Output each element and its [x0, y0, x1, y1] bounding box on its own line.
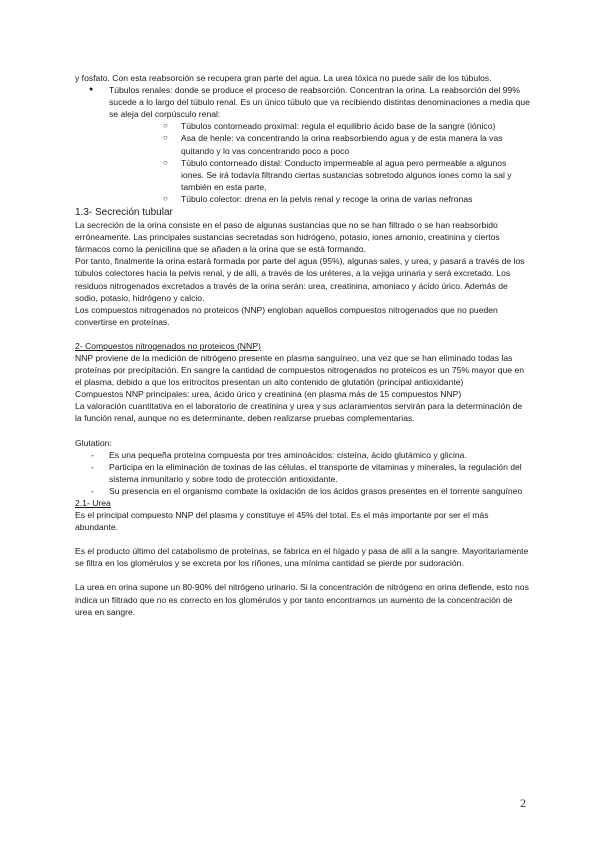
paragraph: La urea en orina supone un 80-90% del nitrógeno urinario. Si la concentración de nitrógeno en orina defiende, esto nos indica un filtrado que no es correcto en los glomérulos y por tanto encontramos un aumento de la concentración de urea en sangre.: [75, 582, 529, 617]
heading-secrecion-tubular: 1.3- Secreción tubular: [75, 207, 173, 219]
heading-urea: 2.1- Urea: [75, 498, 111, 508]
glutation-list: [75, 449, 530, 497]
tubulos-text: Túbulos renales: donde se produce el proceso de reabsorción. Concentran la orina. La reabsorción del 99% sucede a lo largo del túbulo renal. Es un único túbulo que va recibiendo distintas denominaciones a media que se aleja del corpúsculo renal:: [109, 85, 530, 120]
page-content: [75, 72, 530, 618]
paragraph: Es el producto último del catabolismo de proteínas, se fabrica en el hígado y pasa de allí a la sangre. Mayoritariamente se filtra en los glomérulos y se excreta por los riñones, una mínima cantidad se pierde por sudoración.: [75, 546, 529, 569]
dash-item: - Es una pequeña proteína compuesta por tres aminoácidos: cisteína, ácido glutámico y glicina.: [75, 449, 530, 461]
tubulos-sublist: [109, 120, 530, 205]
paragraph: La valoración cuantitativa en el laboratorio de creatinina y urea y sus aclaramientos servirán para la determinación de la función renal, aunque no es determinante, deben realizarse pruebas complementarias.: [75, 401, 523, 424]
paragraph: Por tanto, finalmente la orina estará formada por parte del agua (95%), algunas sales, y urea, y pasará a través de los túbulos colectores hacia la pelvis renal, y de allí, a través de los uréteres, a la vejiga urinaria y será excretado. Los residuos nitrogenados excretados a través de la orina serán: urea, creatinina, amoniaco y ácido úrico. Además de sodio, potasio, hidrógeno y calcio.: [75, 256, 525, 303]
paragraph: NNP proviene de la medición de nitrógeno presente en plasma sanguíneo, una vez que se han eliminado todas las proteínas por precipitación. En sangre la cantidad de compuestos nitrogenados no proteicos es un 75% mayor que en el plasma, debido a que los eritrocitos presentan un alto contenido de glutatión (principal antioxidante): [75, 352, 525, 388]
paragraph: Es el principal compuesto NNP del plasma y constituye el 45% del total. Es el más importante por ser el más abundante.: [75, 510, 489, 533]
paragraph: Compuestos NNP principales: urea, ácido úrico y creatinina (en plasma más de 15 compuestos NNP): [75, 389, 462, 400]
paragraph: La secreción de la orina consiste en el paso de algunas sustancias que no se han filtrado o se han reabsorbido erróneamente. Las principales sustancias secretadas son hidrógeno, potasio, iones amonio, creatinina y ciertos fármacos como la penicilina que se añaden a la orina que se está formando.: [75, 220, 500, 255]
dash-item: - Participa en la eliminación de toxinas de las células, el transporte de vitaminas y minerales, la regulación del sistema inmunitario y sobre todo de protección antioxidante.: [75, 461, 530, 485]
dash-item: - Su presencia en el organismo combate la oxidación de los ácidos grasos presentes en el torrente sanguíneo: [75, 485, 530, 497]
heading-nnp: 2- Compuestos nitrogenados no proteicos (NNP): [75, 340, 261, 351]
bullet-tubulos-renales: [75, 84, 530, 205]
page-number: 2: [520, 796, 526, 810]
paragraph-intro-continuation: y fosfato. Con esta reabsorción se recupera gran parte del agua. La urea tóxica no puede salir de los túbulos.: [75, 73, 492, 83]
sub-bullet: ○ Túbulos contorneado proximal: regula el equilibrio ácido base de la sangre (iónico): [109, 120, 530, 132]
tubulos-list: [75, 84, 530, 205]
paragraph: Los compuestos nitrogenados no proteicos (NNP) engloban aquellos compuestos nitrogenados que no pueden convertirse en proteínas.: [75, 304, 498, 327]
sub-bullet: ○ Túbulo colector: drena en la pelvis renal y recoge la orina de varias nefronas: [109, 193, 530, 205]
sub-bullet: ○ Túbulo contorneado distal: Conducto impermeable al agua pero permeable a algunos iones. Se irá todavía filtrando ciertas sustancias sobretodo algunos iones como la sal y también en esta parte,: [109, 157, 530, 193]
glutation-label: Glutation:: [75, 437, 112, 448]
sub-bullet: ○ Asa de henle: va concentrando la orina reabsorbiendo agua y de esta manera la vas quitando y lo vas concentrando poco a poco: [109, 132, 530, 156]
